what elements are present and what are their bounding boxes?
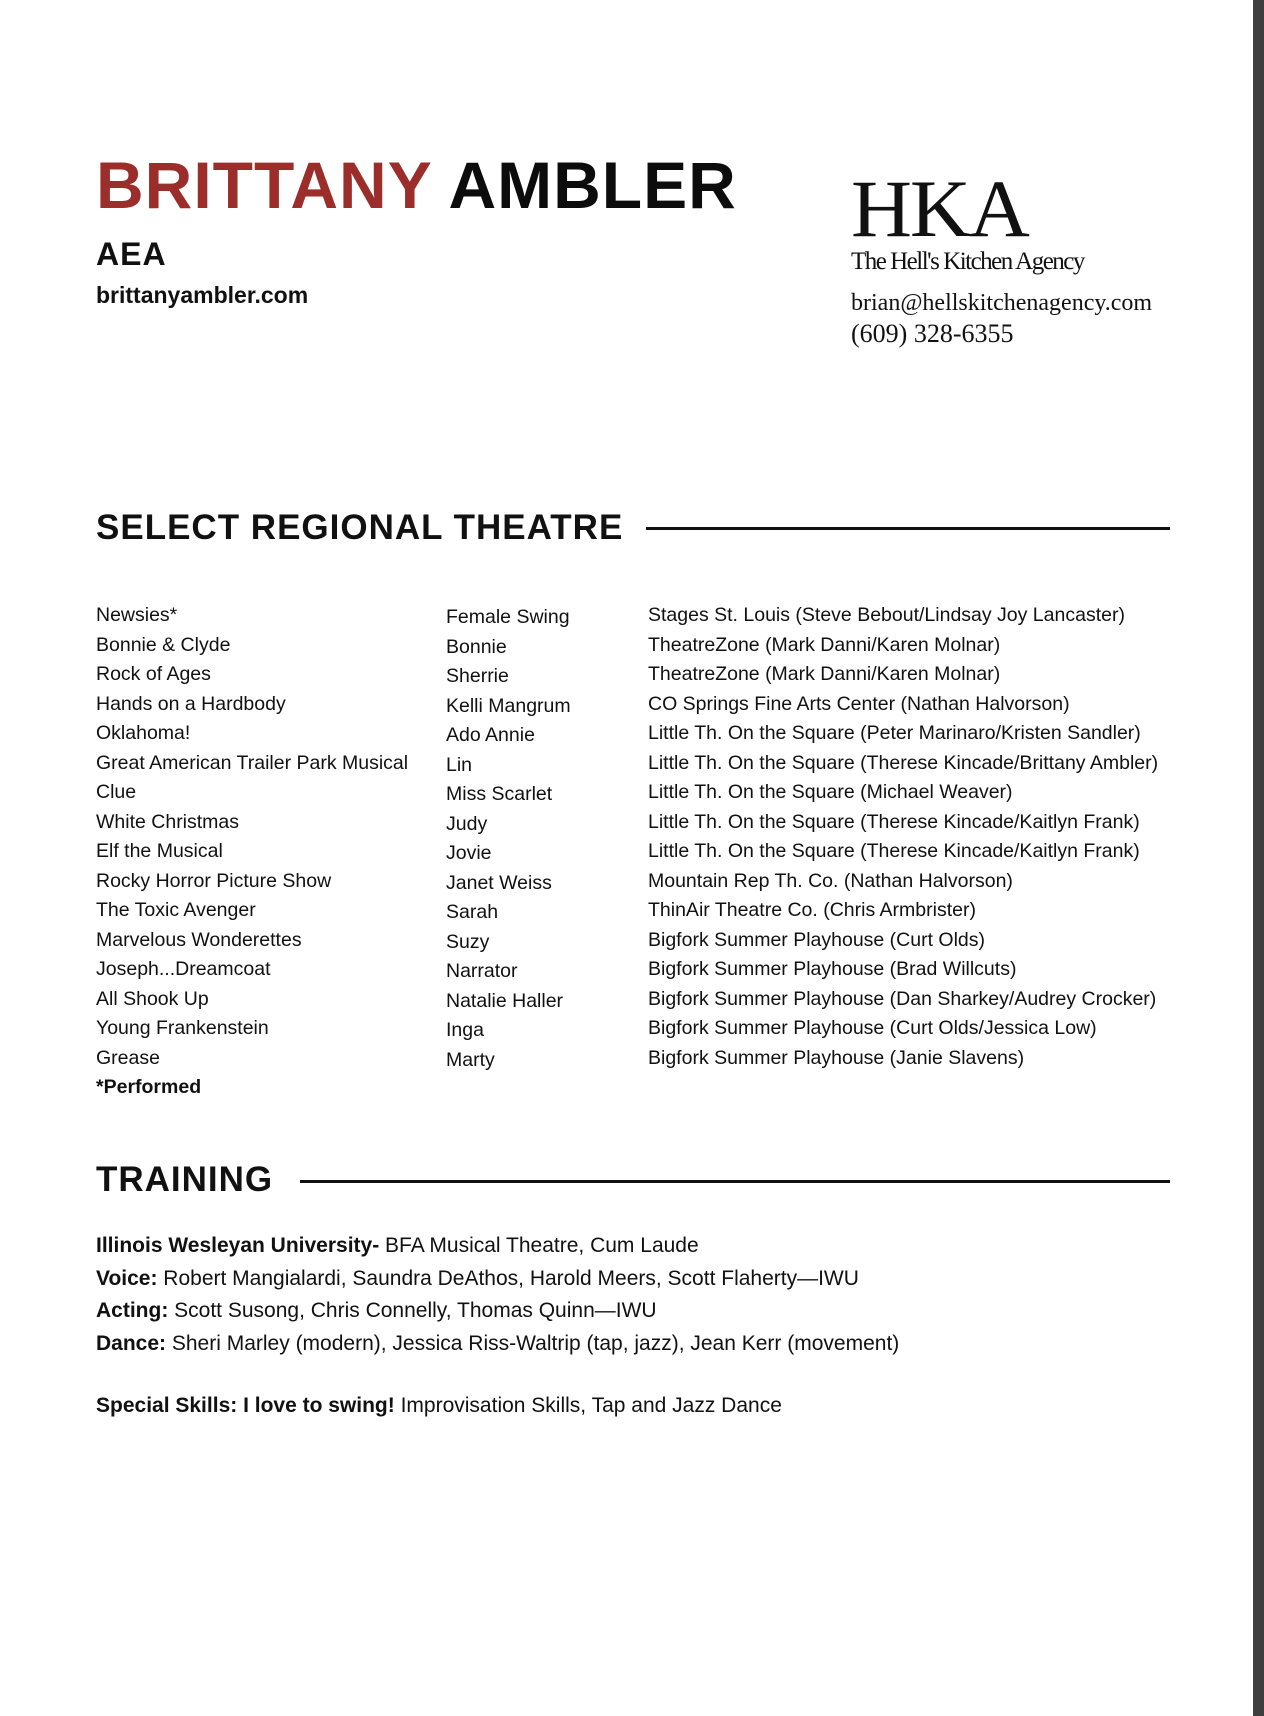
venue: Little Th. On the Square (Michael Weaver)	[648, 781, 1013, 803]
training-label: Illinois Wesleyan University-	[96, 1234, 380, 1257]
show-title: The Toxic Avenger	[96, 899, 256, 921]
venue-column	[648, 601, 1158, 1073]
show-title: Grease	[96, 1046, 160, 1069]
show-title: Hands on a Hardbody	[96, 692, 286, 715]
special-skills-text: Improvisation Skills, Tap and Jazz Dance	[394, 1394, 782, 1417]
show-title: Marvelous Wonderettes	[96, 928, 302, 951]
section-rule	[300, 1180, 1170, 1183]
venue: Little Th. On the Square (Therese Kincade/Kaitlyn Frank)	[648, 810, 1140, 833]
show-title: White Christmas	[96, 810, 240, 833]
role-column	[446, 603, 571, 1075]
venue: Little Th. On the Square (Therese Kincade/Brittany Ambler)	[648, 751, 1159, 774]
venue: Mountain Rep Th. Co. (Nathan Halvorson)	[648, 869, 1013, 892]
role: Inga	[446, 1019, 484, 1041]
agency-logo: HKA	[851, 163, 1028, 254]
show-title: Oklahoma!	[96, 722, 191, 744]
role: Janet Weiss	[446, 871, 552, 894]
role: Suzy	[446, 930, 490, 953]
role: Miss Scarlet	[446, 783, 553, 805]
role: Ado Annie	[446, 724, 535, 746]
training-label: Acting:	[96, 1299, 169, 1322]
venue: Bigfork Summer Playhouse (Curt Olds)	[648, 928, 986, 951]
show-title: Young Frankenstein	[96, 1017, 269, 1039]
show-title: Clue	[96, 781, 137, 803]
show-title: Rock of Ages	[96, 663, 211, 685]
venue: Little Th. On the Square (Therese Kincade/Kaitlyn Frank)	[648, 840, 1140, 862]
show-title: Bonnie & Clyde	[96, 633, 231, 656]
training-text: Scott Susong, Chris Connelly, Thomas Quinn—IWU	[168, 1299, 657, 1322]
union-affiliation: AEA	[96, 236, 167, 272]
section-rule	[646, 527, 1170, 530]
role: Judy	[446, 812, 488, 835]
show-title: Rocky Horror Picture Show	[96, 869, 332, 892]
agency-name: The Hell's Kitchen Agency	[851, 248, 1084, 275]
training-line	[96, 1295, 899, 1328]
venue: TheatreZone (Mark Danni/Karen Molnar)	[648, 663, 1001, 685]
training-text: Robert Mangialardi, Saundra DeAthos, Harold Meers, Scott Flaherty—IWU	[157, 1266, 859, 1290]
role: Narrator	[446, 960, 518, 982]
show-title: Elf the Musical	[96, 840, 223, 862]
agency-email: brian@hellskitchenagency.com	[851, 290, 1153, 316]
agency-block	[851, 163, 1153, 349]
venue: ThinAir Theatre Co. (Chris Armbrister)	[648, 899, 976, 921]
venue: Stages St. Louis (Steve Bebout/Lindsay Joy Lancaster)	[648, 604, 1125, 626]
role: Bonnie	[446, 635, 507, 658]
role: Kelli Mangrum	[446, 694, 571, 717]
section-heading-theatre: SELECT REGIONAL THEATRE	[96, 508, 624, 547]
show-title: Joseph...Dreamcoat	[96, 958, 271, 980]
special-skills	[96, 1394, 782, 1418]
venue: Bigfork Summer Playhouse (Curt Olds/Jessica Low)	[648, 1017, 1097, 1039]
page-edge	[1253, 0, 1264, 1716]
venue: CO Springs Fine Arts Center (Nathan Halvorson)	[648, 692, 1070, 715]
role: Marty	[446, 1048, 495, 1071]
website: brittanyambler.com	[96, 282, 309, 308]
last-name: AMBLER	[448, 148, 737, 222]
venue: Little Th. On the Square (Peter Marinaro/Kristen Sandler)	[648, 722, 1141, 744]
training-line	[96, 1328, 899, 1361]
special-skills-label: Special Skills: I love to swing!	[96, 1394, 395, 1417]
training-line	[96, 1230, 899, 1263]
show-title: All Shook Up	[96, 987, 209, 1010]
performer-name	[96, 148, 737, 222]
role: Female Swing	[446, 606, 570, 628]
role: Sherrie	[446, 665, 509, 687]
first-name: BRITTANY	[96, 148, 432, 222]
agency-phone: (609) 328-6355	[851, 319, 1014, 348]
venue: Bigfork Summer Playhouse (Brad Willcuts)	[648, 958, 1017, 980]
show-title: Great American Trailer Park Musical	[96, 751, 409, 774]
training-text: Sheri Marley (modern), Jessica Riss-Waltrip (tap, jazz), Jean Kerr (movement)	[166, 1331, 900, 1355]
venue: Bigfork Summer Playhouse (Janie Slavens)	[648, 1046, 1025, 1069]
training-label: Voice:	[96, 1266, 158, 1290]
role: Natalie Haller	[446, 989, 564, 1012]
training-label: Dance:	[96, 1331, 167, 1355]
training-text: BFA Musical Theatre, Cum Laude	[379, 1234, 699, 1257]
role: Jovie	[446, 842, 492, 864]
performed-footnote: *Performed	[96, 1076, 202, 1098]
role: Lin	[446, 753, 473, 776]
show-column	[96, 601, 408, 1103]
section-heading-training: TRAINING	[96, 1160, 274, 1199]
venue: TheatreZone (Mark Danni/Karen Molnar)	[648, 633, 1001, 656]
role: Sarah	[446, 901, 499, 923]
training-line	[96, 1263, 899, 1296]
venue: Bigfork Summer Playhouse (Dan Sharkey/Audrey Crocker)	[648, 987, 1157, 1010]
training-list	[96, 1230, 899, 1360]
show-title: Newsies*	[96, 604, 178, 626]
